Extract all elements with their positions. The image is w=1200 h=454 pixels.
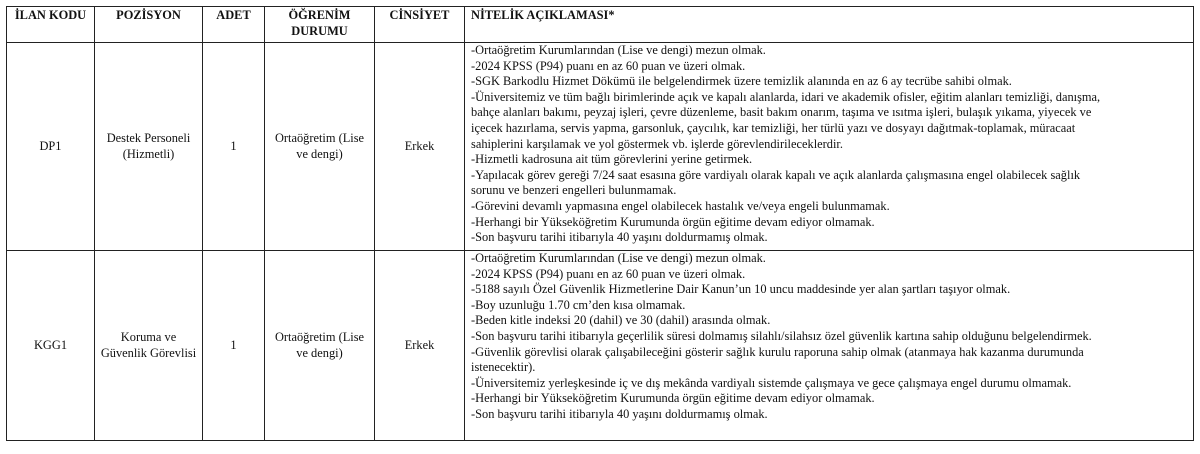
- cell-nitelik-aciklamasi: [465, 43, 1194, 251]
- job-requirements-table: [6, 6, 1194, 441]
- requirement-line: sahiplerini karşılamak ve yol göstermek vb. işlerde görevlendirileceklerdir.: [471, 136, 843, 151]
- requirement-line: -Son başvuru tarihi itibarıyla 40 yaşını doldurmamış olmak.: [471, 406, 768, 421]
- requirement-line: -Ortaöğretim Kurumlarından (Lise ve dengi) mezun olmak.: [471, 251, 766, 265]
- requirement-line: -Beden kitle indeksi 20 (dahil) ve 30 (dahil) arasında olmak.: [471, 313, 771, 328]
- table-row: [7, 43, 1194, 251]
- requirement-line: -SGK Barkodlu Hizmet Dökümü ile belgelendirmek üzere temizlik alanında en az 6 ay tecrübe sahibi olmak.: [471, 74, 1012, 89]
- header-pozisyon: POZİSYON: [95, 7, 203, 43]
- cell-nitelik-aciklamasi: [465, 251, 1194, 441]
- cell-ilan-kodu: KGG1: [7, 251, 95, 441]
- header-nitelik-aciklamasi: NİTELİK AÇIKLAMASI*: [465, 7, 1194, 43]
- requirement-line: bahçe alanları bakımı, peyzaj işleri, çevre düzenleme, basit bakım onarım, taşıma ve ısıtma işleri, bulaşık yıkama, yiyecek ve: [471, 105, 1092, 120]
- cell-pozisyon: Destek Personeli (Hizmetli): [95, 43, 203, 251]
- requirement-line: sorunu ve benzeri engelleri bulunmamak.: [471, 183, 677, 198]
- requirement-line: -Boy uzunluğu 1.70 cm’den kısa olmamak.: [471, 297, 686, 312]
- header-adet: ADET: [203, 7, 265, 43]
- cell-cinsiyet: Erkek: [375, 251, 465, 441]
- requirement-line: -Herhangi bir Yükseköğretim Kurumunda örgün eğitime devam ediyor olmamak.: [471, 214, 875, 229]
- requirement-line: -Yapılacak görev gereği 7/24 saat esasına göre vardiyalı olarak kapalı ve açık alanlarda çalışmasına engel olabilecek sağlık: [471, 167, 1081, 182]
- cell-adet: 1: [203, 251, 265, 441]
- header-ogrenim-durumu: ÖĞRENİM DURUMU: [265, 7, 375, 43]
- cell-pozisyon: Koruma ve Güvenlik Görevlisi: [95, 251, 203, 441]
- requirement-line: -Son başvuru tarihi itibarıyla 40 yaşını doldurmamış olmak.: [471, 230, 768, 245]
- requirement-line: -5188 sayılı Özel Güvenlik Hizmetlerine Dair Kanun’un 10 uncu maddesinde yer alan şartları taşıyor olmak.: [471, 282, 1011, 297]
- requirement-line: -Üniversitemiz yerleşkesinde iç ve dış mekânda vardiyalı sistemde çalışmaya ve gece çalışmaya engel durumu olmamak.: [471, 375, 1072, 390]
- requirement-line: -Üniversitemiz ve tüm bağlı birimlerinde açık ve kapalı alanlarda, idari ve akademik ofisler, eğitim alanları temizliği, danışma,: [471, 89, 1101, 104]
- requirement-line: -Herhangi bir Yükseköğretim Kurumunda örgün eğitime devam ediyor olmamak.: [471, 391, 875, 406]
- header-ilan-kodu: İLAN KODU: [7, 7, 95, 43]
- requirement-line: istenecektir).: [471, 360, 536, 375]
- requirement-line: -Güvenlik görevlisi olarak çalışabileceğini gösterir sağlık kurulu raporuna sahip olmak (atanmaya hak kazanma durumunda: [471, 344, 1084, 359]
- cell-adet: 1: [203, 43, 265, 251]
- header-row: [7, 7, 1194, 43]
- requirement-line: -Görevini devamlı yapmasına engel olabilecek hastalık ve/veya engeli bulunmamak.: [471, 198, 890, 213]
- table-row: [7, 251, 1194, 441]
- requirement-line: içecek hazırlama, servis yapma, garsonluk, çaycılık, kar temizliği, her türlü yazı ve dosyayı dağıtmak-toplamak, müracaat: [471, 120, 1076, 135]
- cell-ogrenim-durumu: Ortaöğretim (Lise ve dengi): [265, 251, 375, 441]
- requirement-line: -2024 KPSS (P94) puanı en az 60 puan ve üzeri olmak.: [471, 58, 746, 73]
- header-cinsiyet: CİNSİYET: [375, 7, 465, 43]
- cell-ilan-kodu: DP1: [7, 43, 95, 251]
- requirement-line: -Hizmetli kadrosuna ait tüm görevlerini yerine getirmek.: [471, 152, 753, 167]
- requirement-line: -Ortaöğretim Kurumlarından (Lise ve dengi) mezun olmak.: [471, 43, 766, 57]
- requirement-line: -Son başvuru tarihi itibarıyla geçerlilik süresi dolmamış silahlı/silahsız özel güvenlik kartına sahip olduğunu belgelendirmek.: [471, 328, 1092, 343]
- requirement-line: -2024 KPSS (P94) puanı en az 60 puan ve üzeri olmak.: [471, 266, 746, 281]
- cell-ogrenim-durumu: Ortaöğretim (Lise ve dengi): [265, 43, 375, 251]
- cell-cinsiyet: Erkek: [375, 43, 465, 251]
